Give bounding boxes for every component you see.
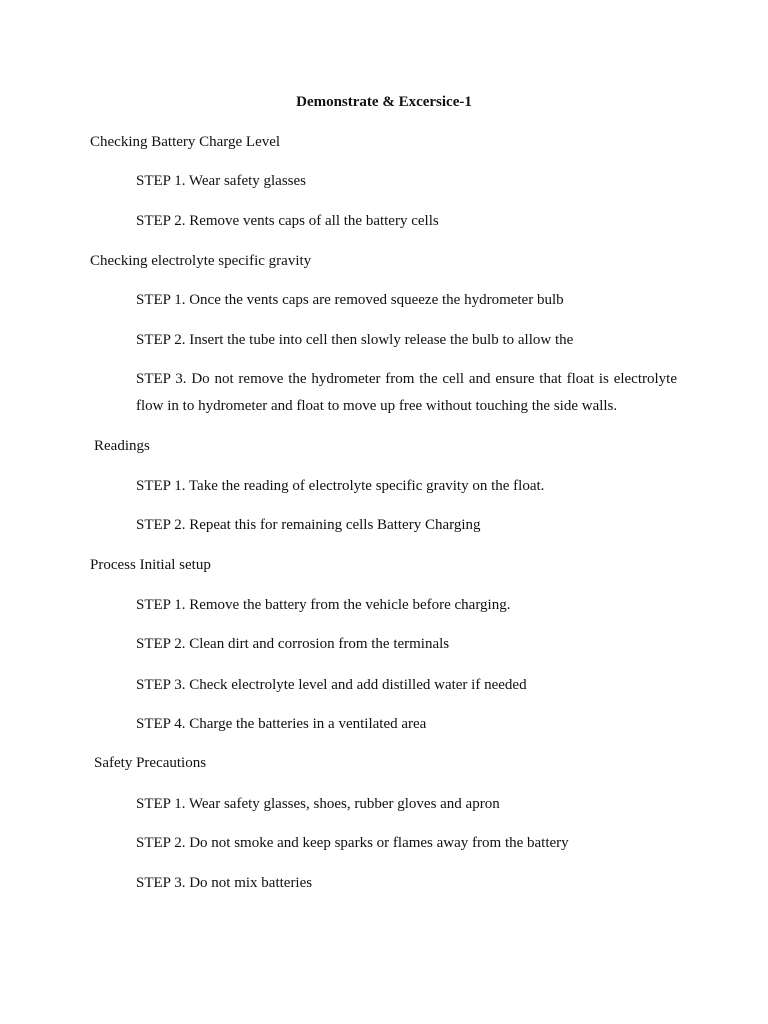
step-item: STEP 3. Check electrolyte level and add distilled water if needed (136, 677, 527, 693)
step-item: STEP 3. Do not mix batteries (136, 875, 313, 891)
section-heading-safety-precautions: Safety Precautions (94, 755, 207, 771)
section-heading-electrolyte-specific-gravity: Checking electrolyte specific gravity (90, 253, 312, 269)
step-item: STEP 2. Remove vents caps of all the battery cells (136, 213, 439, 229)
step-item: STEP 1. Once the vents caps are removed squeeze the hydrometer bulb (136, 292, 564, 308)
section-heading-readings: Readings (94, 438, 150, 454)
step-item: STEP 1. Wear safety glasses (136, 173, 307, 189)
step-item: STEP 2. Repeat this for remaining cells Battery Charging (136, 517, 481, 533)
step-item: STEP 2. Do not smoke and keep sparks or flames away from the battery (136, 835, 569, 851)
step-item: STEP 4. Charge the batteries in a ventilated area (136, 716, 427, 732)
step-item: STEP 3. Do not remove the hydrometer from the cell and ensure that float is electrolyte flow in to hydrometer and float to move up free without touching the side walls. (136, 371, 677, 414)
step-item: STEP 1. Wear safety glasses, shoes, rubber gloves and apron (136, 796, 500, 812)
step-item: STEP 2. Insert the tube into cell then slowly release the bulb to allow the (136, 332, 574, 348)
step-item: STEP 1. Remove the battery from the vehicle before charging. (136, 597, 511, 613)
section-heading-battery-charge-level: Checking Battery Charge Level (90, 134, 281, 150)
document-title: Demonstrate & Excersice-1 (296, 94, 472, 110)
step-item: STEP 1. Take the reading of electrolyte specific gravity on the float. (136, 478, 545, 494)
section-heading-process-initial-setup: Process Initial setup (90, 557, 211, 573)
step-item: STEP 2. Clean dirt and corrosion from the terminals (136, 636, 450, 652)
